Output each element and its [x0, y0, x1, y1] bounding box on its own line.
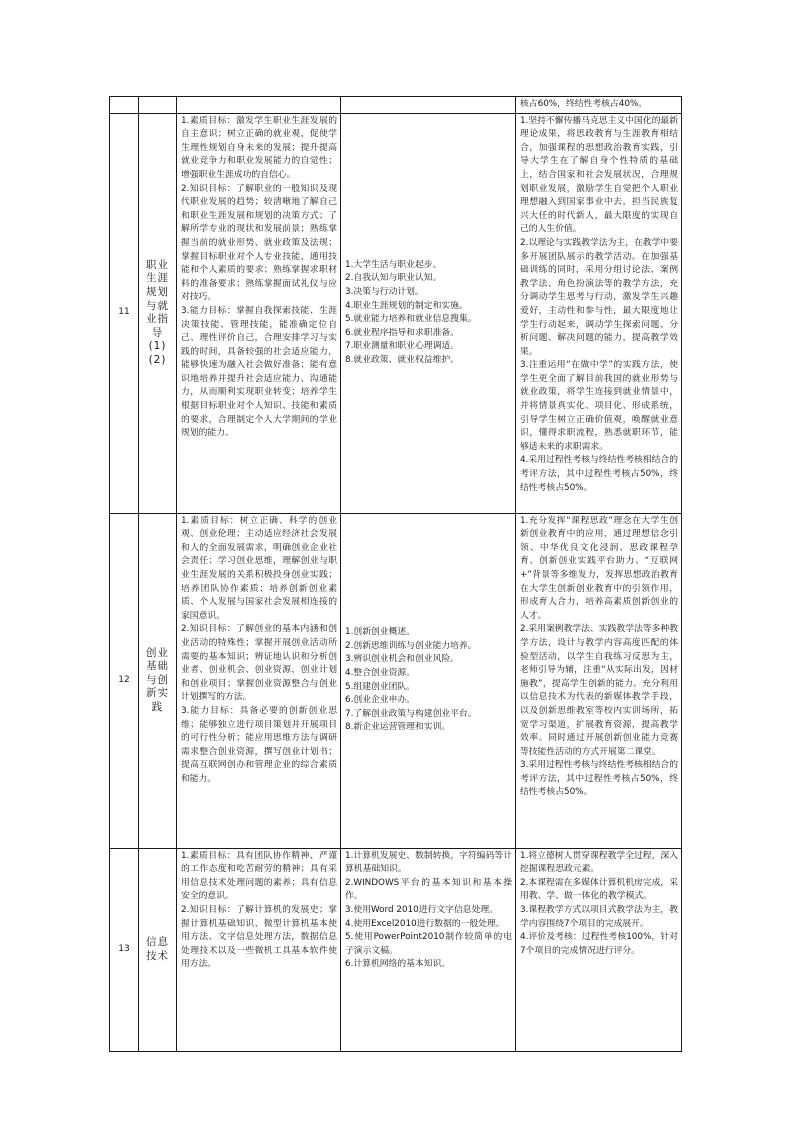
course-name-cell [139, 513, 177, 848]
course-name-cell [139, 97, 177, 114]
course-name-text: 创业基础与创新实践 [146, 646, 169, 713]
requirements-cell: 1.将立德树人贯穿课程教学全过程，深入挖掘课程思政元素。 2.本课程需在多媒体计算机机房完成，采用教、学、做一体化的教学模式。 3.课程教学方式以项目式教学法为主，教学内容围绕7个项目的完成展开。 4.评价及考核：过程性考核100%，针对7个项目的完成情况进行评分。 [516, 848, 682, 1051]
course-name-text: 职业生涯规划与就业指导(1)(2) [146, 258, 169, 366]
requirements-cell: 核占60%，终结性考核占40%。 [516, 97, 682, 114]
contents-cell: 1.大学生活与职业起步。 2.自我认知与职业认知。 3.决策与行动计划。 4.职业生涯规划的制定和实施。 5.就业能力培养和就业信息搜集。 6.就业程序指导和求职准备。 7.职业测量和职业心理调适。 8.就业政策、就业权益维护。 [341, 113, 516, 513]
objectives-cell: 1.素质目标：树立正确、科学的创业观、创业伦理；主动适应经济社会发展和人的全面发展需求，明确创业企业社会责任；学习创业思维，理解创业与职业生涯发展的关系积极投身创业实践；培养团队协作素质；培养创新创业素质、个人发展与国家社会发展相连接的家国意识。 2.知识目标：了解创业的基本内涵和创业活动的特殊性；掌握开展创业活动所需要的基本知识；辨证地认识和分析创业者、创业机会、创业资源、创业计划和创业项目；掌握创业资源整合与创业计划撰写的方法。 3.能力目标：具备必要的创新创业思维；能够独立进行项目策划并开展项目的可行性分析；能应用思维方法与调研需求整合创业资源，撰写创业计划书；提高互联网创办和管理企业的综合素质和能力。 [177, 513, 341, 848]
row-number-cell: 12 [110, 513, 139, 848]
table-row-course-13 [110, 848, 682, 1051]
table-row-course-12 [110, 513, 682, 848]
row-number-cell: 11 [110, 113, 139, 513]
course-name-text: 信息技术 [146, 936, 169, 962]
requirements-cell: 1.充分发挥“课程思政”理念在大学生创新创业教育中的应用，通过理想信念引领、中华优良文化浸润、思政课程孕育、创新创业实践平台助力、“互联网+”背景等多维发力，发挥思想政治教育在大学生创新创业教育中的引领作用，形成育人合力，培养高素质创新创业的人才。 2.采用案例教学法、实践教学法等多种教学方法，设计与教学内容高度匹配的体验型活动，以学生自我练习反思为主，老师引导为辅，注重“从实际出发，因材施教”，提高学生创新的能力。充分利用以信息技术为代表的新媒体教学手段，以及创新思维教室等校内实训场所，拓宽学习渠道，扩展教育资源，提高教学效率。同时通过开展创新创业能力竞赛等技能性活动的方式开展第二课堂。 3.采用过程性考核与终结性考核相结合的考评方法，其中过程性考核占50%，终结性考核占50%。 [516, 513, 682, 848]
table-row-top [110, 97, 682, 114]
course-table [109, 96, 682, 1052]
row-number-cell: 13 [110, 848, 139, 1051]
contents-cell: 1.计算机发展史、数制转换，字符编码等计算机基础知识。 2.WINDOWS平台的基本知识和基本操作。 3.使用Word 2010进行文字信息处理。 4.使用Excel2010进行数据的一般处理。 5.使用PowerPoint2010制作较简单的电子演示文稿。 6.计算机网络的基本知识。 [341, 848, 516, 1051]
course-name-cell [139, 848, 177, 1051]
objectives-cell [177, 97, 341, 114]
contents-cell [341, 97, 516, 114]
course-name-cell [139, 113, 177, 513]
objectives-cell: 1.素质目标：激发学生职业生涯发展的自主意识；树立正确的就业观，促使学生理性规划自身未来的发展；提升提高就业竞争力和职业发展能力的自觉性；增强职业生涯成功的自信心。 2.知识目标：了解职业的一般知识及现代职业发展的趋势；较清晰地了解自己和职业生涯发展和规划的决策方式；了解所学专业的现状和发展前景；熟练掌握当前的就业形势、就业政策及法规；掌握目标职业对个人专业技能、通用技能和个人素质的要求；熟练掌握求职材料的准备要求；熟练掌握面试礼仪与应对技巧。 3.能力目标：掌握自我探索技能、生涯决策技能、管理技能，能准确定位自己、理性评价自己，合理安排学习与实践的时间，具备较强的社会适应能力，能够快速为融入社会做好准备；能有意识地培养并提升社会适应能力、沟通能力，从而顺利实现职业转变；培养学生根据目标职业对个人知识、技能和素质的要求，合理制定个人大学期间的学业规划的能力。 [177, 113, 341, 513]
objectives-cell: 1.素质目标：具有团队协作精神、严谨的工作态度和吃苦耐劳的精神；具有采用信息技术处理问题的素养；具有信息安全的意识。 2.知识目标：了解计算机的发展史；掌握计算机基础知识、微型计算机基本使用方法、文字信息处理方法，数据信息处理技术以及一些微机工具基本软件使用方法。 [177, 848, 341, 1051]
contents-cell: 1.创新创业概述。 2.创新思维训练与创业能力培养。 3.辨识创业机会和创业风险。 4.整合创业资源。 5.组建创业团队。 6.创业企业申办。 7.了解创业政策与构建创业平台。 8.新企业运营管理和实训。 [341, 513, 516, 848]
requirements-cell: 1.坚持不懈传播马克思主义中国化的最新理论成果，将思政教育与生涯教育相结合，加强课程的思想政治教育实践，引导大学生在了解自身个性特质的基础上，结合国家和社会发展状况，合理规划职业发展，激励学生自觉把个人职业理想融入到国家事业中去，担当民族复兴大任的时代新人，最大限度的实现自己的人生价值。 2.以理论与实践教学法为主，在教学中要多开展团队展示的教学活动。在加强基础训练的同时，采用分组讨论法、案例教学法、角色扮演法等的教学方法，充分调动学生思考与行动，激发学生兴趣爱好，主动性和参与性，最大限度地让学生行动起来，调动学生探索问题、分析问题、解决问题的能力，提高教学效果。 3.注重运用“在做中学”的实践方法，使学生更全面了解目前我国的就业形势与就业政策，将学生连接到就业情景中，并将情景真实化、项目化、形成系统，引导学生树立正确价值观，唤醒就业意识，懂得求职流程，熟悉就职环节，能够适未来的求职需求。 4.采用过程性考核与终结性考核相结合的考评方法，其中过程性考核占50%，终结性考核占50%。 [516, 113, 682, 513]
row-number-cell [110, 97, 139, 114]
table-row-course-11 [110, 113, 682, 513]
